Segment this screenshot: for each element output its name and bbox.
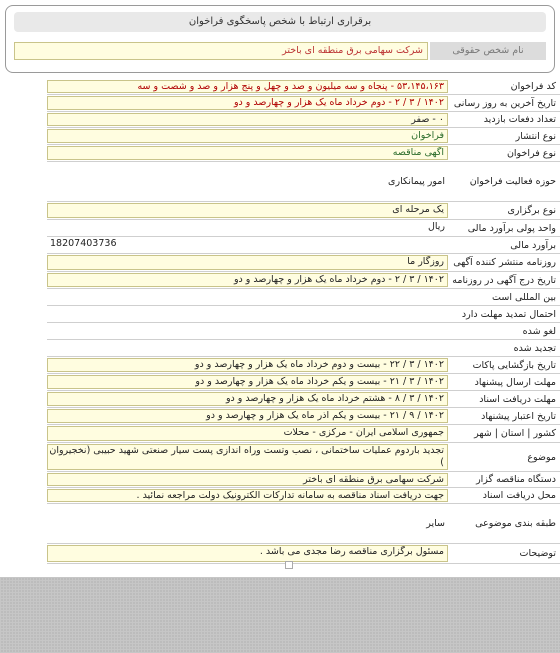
row-newspaper [47, 254, 560, 272]
bottom-marker-box [285, 561, 293, 569]
value-ad-date: ۱۴۰۲ / ۳ / ۲ - دوم خرداد ماه یک هزار و چهارصد و دو [47, 273, 448, 287]
value-extension [47, 307, 448, 321]
value-tender-code: ۵۳،۱۴۵،۱۶۳ - پنجاه و سه میلیون و صد و چهل و پنج هزار و صد و شصت و سه [47, 80, 448, 93]
row-tender-code [47, 79, 560, 95]
value-estimate: 18207403736 [50, 238, 117, 249]
label-location: کشور | استان | شهر [474, 428, 556, 439]
row-document-deadline [47, 391, 560, 408]
row-category [47, 504, 560, 544]
value-validity-date: ۱۴۰۲ / ۹ / ۲۱ - بیست و یکم آذر ماه یک هزار و چهارصد و دو [47, 409, 448, 423]
legal-person-label: نام شخص حقوقی [430, 42, 546, 60]
row-ad-date [47, 272, 560, 289]
value-holding-type: یک مرحله ای [47, 203, 448, 218]
value-renewed [47, 341, 448, 355]
row-subject [47, 443, 560, 472]
value-tender-type: آگهی مناقصه [47, 146, 448, 160]
value-last-update: ۱۴۰۲ / ۳ / ۲ - دوم خرداد ماه یک هزار و چهارصد و دو [47, 96, 448, 110]
value-newspaper: روزگار ما [47, 255, 448, 270]
label-tender-code: کد فراخوان [510, 81, 556, 92]
label-international: بین المللی است [492, 291, 556, 303]
value-currency: ریال [427, 221, 445, 232]
label-visit-count: تعداد دفعات بازدید [483, 114, 556, 125]
label-validity-date: تاریخ اعتبار پیشنهاد [481, 410, 556, 422]
row-organizer [47, 472, 560, 488]
label-category: طبقه بندی موضوعی [475, 518, 556, 529]
row-document-place [47, 488, 560, 504]
value-location: جمهوری اسلامی ایران - مرکزی - محلات [47, 426, 448, 441]
footer-band [0, 577, 560, 653]
row-visit-count [47, 112, 560, 128]
row-tender-type [47, 145, 560, 162]
label-activity-field: حوزه فعالیت فراخوان [469, 176, 556, 187]
contact-section-title: برقراری ارتباط با شخص پاسخگوی فراخوان [14, 12, 546, 32]
label-publish-type: نوع انتشار [515, 130, 556, 142]
row-cancelled [47, 323, 560, 340]
label-tender-type: نوع فراخوان [506, 147, 556, 159]
label-ad-date: تاریخ درج آگهی در روزنامه [452, 274, 556, 286]
label-currency: واحد پولی برآورد مالی [467, 222, 556, 234]
label-proposal-deadline: مهلت ارسال پیشنهاد [474, 376, 556, 388]
value-cancelled [47, 324, 448, 338]
label-last-update: تاریخ آخرین به روز رسانی [453, 97, 556, 109]
value-opening-date: ۱۴۰۲ / ۳ / ۲۲ - بیست و دوم خرداد ماه یک هزار و چهارصد و دو [47, 358, 448, 372]
row-estimate [47, 237, 560, 254]
label-holding-type: نوع برگزاری [507, 205, 556, 216]
row-activity-field [47, 162, 560, 202]
label-document-deadline: مهلت دریافت اسناد [479, 393, 556, 405]
value-category: سایر [426, 517, 445, 529]
value-activity-field: امور پیمانکاری [388, 175, 445, 187]
value-organizer: شرکت سهامی برق منطقه ای باختر [47, 473, 448, 486]
value-document-place: جهت دریافت اسناد مناقصه به سامانه تدارکات الکترونیک دولت مراجعه نمائید . [47, 489, 448, 502]
value-visit-count: ۰ - صفر [47, 113, 448, 126]
label-organizer: دستگاه مناقصه گزار [476, 474, 556, 485]
label-opening-date: تاریخ بازگشایی پاکات [472, 359, 556, 371]
row-validity-date [47, 408, 560, 425]
value-publish-type: فراخوان [47, 129, 448, 143]
label-renewed: تجدید شده [513, 342, 556, 354]
value-notes: مسئول برگزاری مناقصه رضا مجدی می باشد . [47, 545, 448, 562]
row-renewed [47, 340, 560, 357]
label-document-place: محل دریافت اسناد [482, 490, 556, 501]
row-opening-date [47, 357, 560, 374]
label-cancelled: لغو شده [522, 325, 556, 337]
legal-person-value: شرکت سهامی برق منطقه ای باختر [14, 42, 428, 60]
row-international [47, 289, 560, 306]
value-international [47, 290, 448, 304]
legal-person-row [14, 42, 546, 60]
label-estimate: برآورد مالی [510, 239, 556, 251]
row-notes [47, 544, 560, 564]
value-document-deadline: ۱۴۰۲ / ۳ / ۸ - هشتم خرداد ماه یک هزار و چهارصد و دو [47, 392, 448, 406]
contact-section [5, 5, 555, 73]
row-holding-type [47, 202, 560, 220]
row-extension [47, 306, 560, 323]
label-subject: موضوع [527, 451, 556, 463]
row-location [47, 425, 560, 443]
label-newspaper: روزنامه منتشر کننده آگهی [453, 257, 556, 268]
value-subject: تجدید باردوم عملیات ساختمانی ، نصب وتست وراه اندازی پست سیار صنعتی شهید حبیبی (نخجیروان ) [47, 444, 448, 470]
label-extension: احتمال تمدید مهلت دارد [461, 308, 556, 320]
row-currency [47, 220, 560, 237]
row-publish-type [47, 128, 560, 145]
label-notes: توضیحات [519, 548, 556, 559]
row-last-update [47, 95, 560, 112]
row-proposal-deadline [47, 374, 560, 391]
value-proposal-deadline: ۱۴۰۲ / ۳ / ۲۱ - بیست و یکم خرداد ماه یک هزار و چهارصد و دو [47, 375, 448, 389]
